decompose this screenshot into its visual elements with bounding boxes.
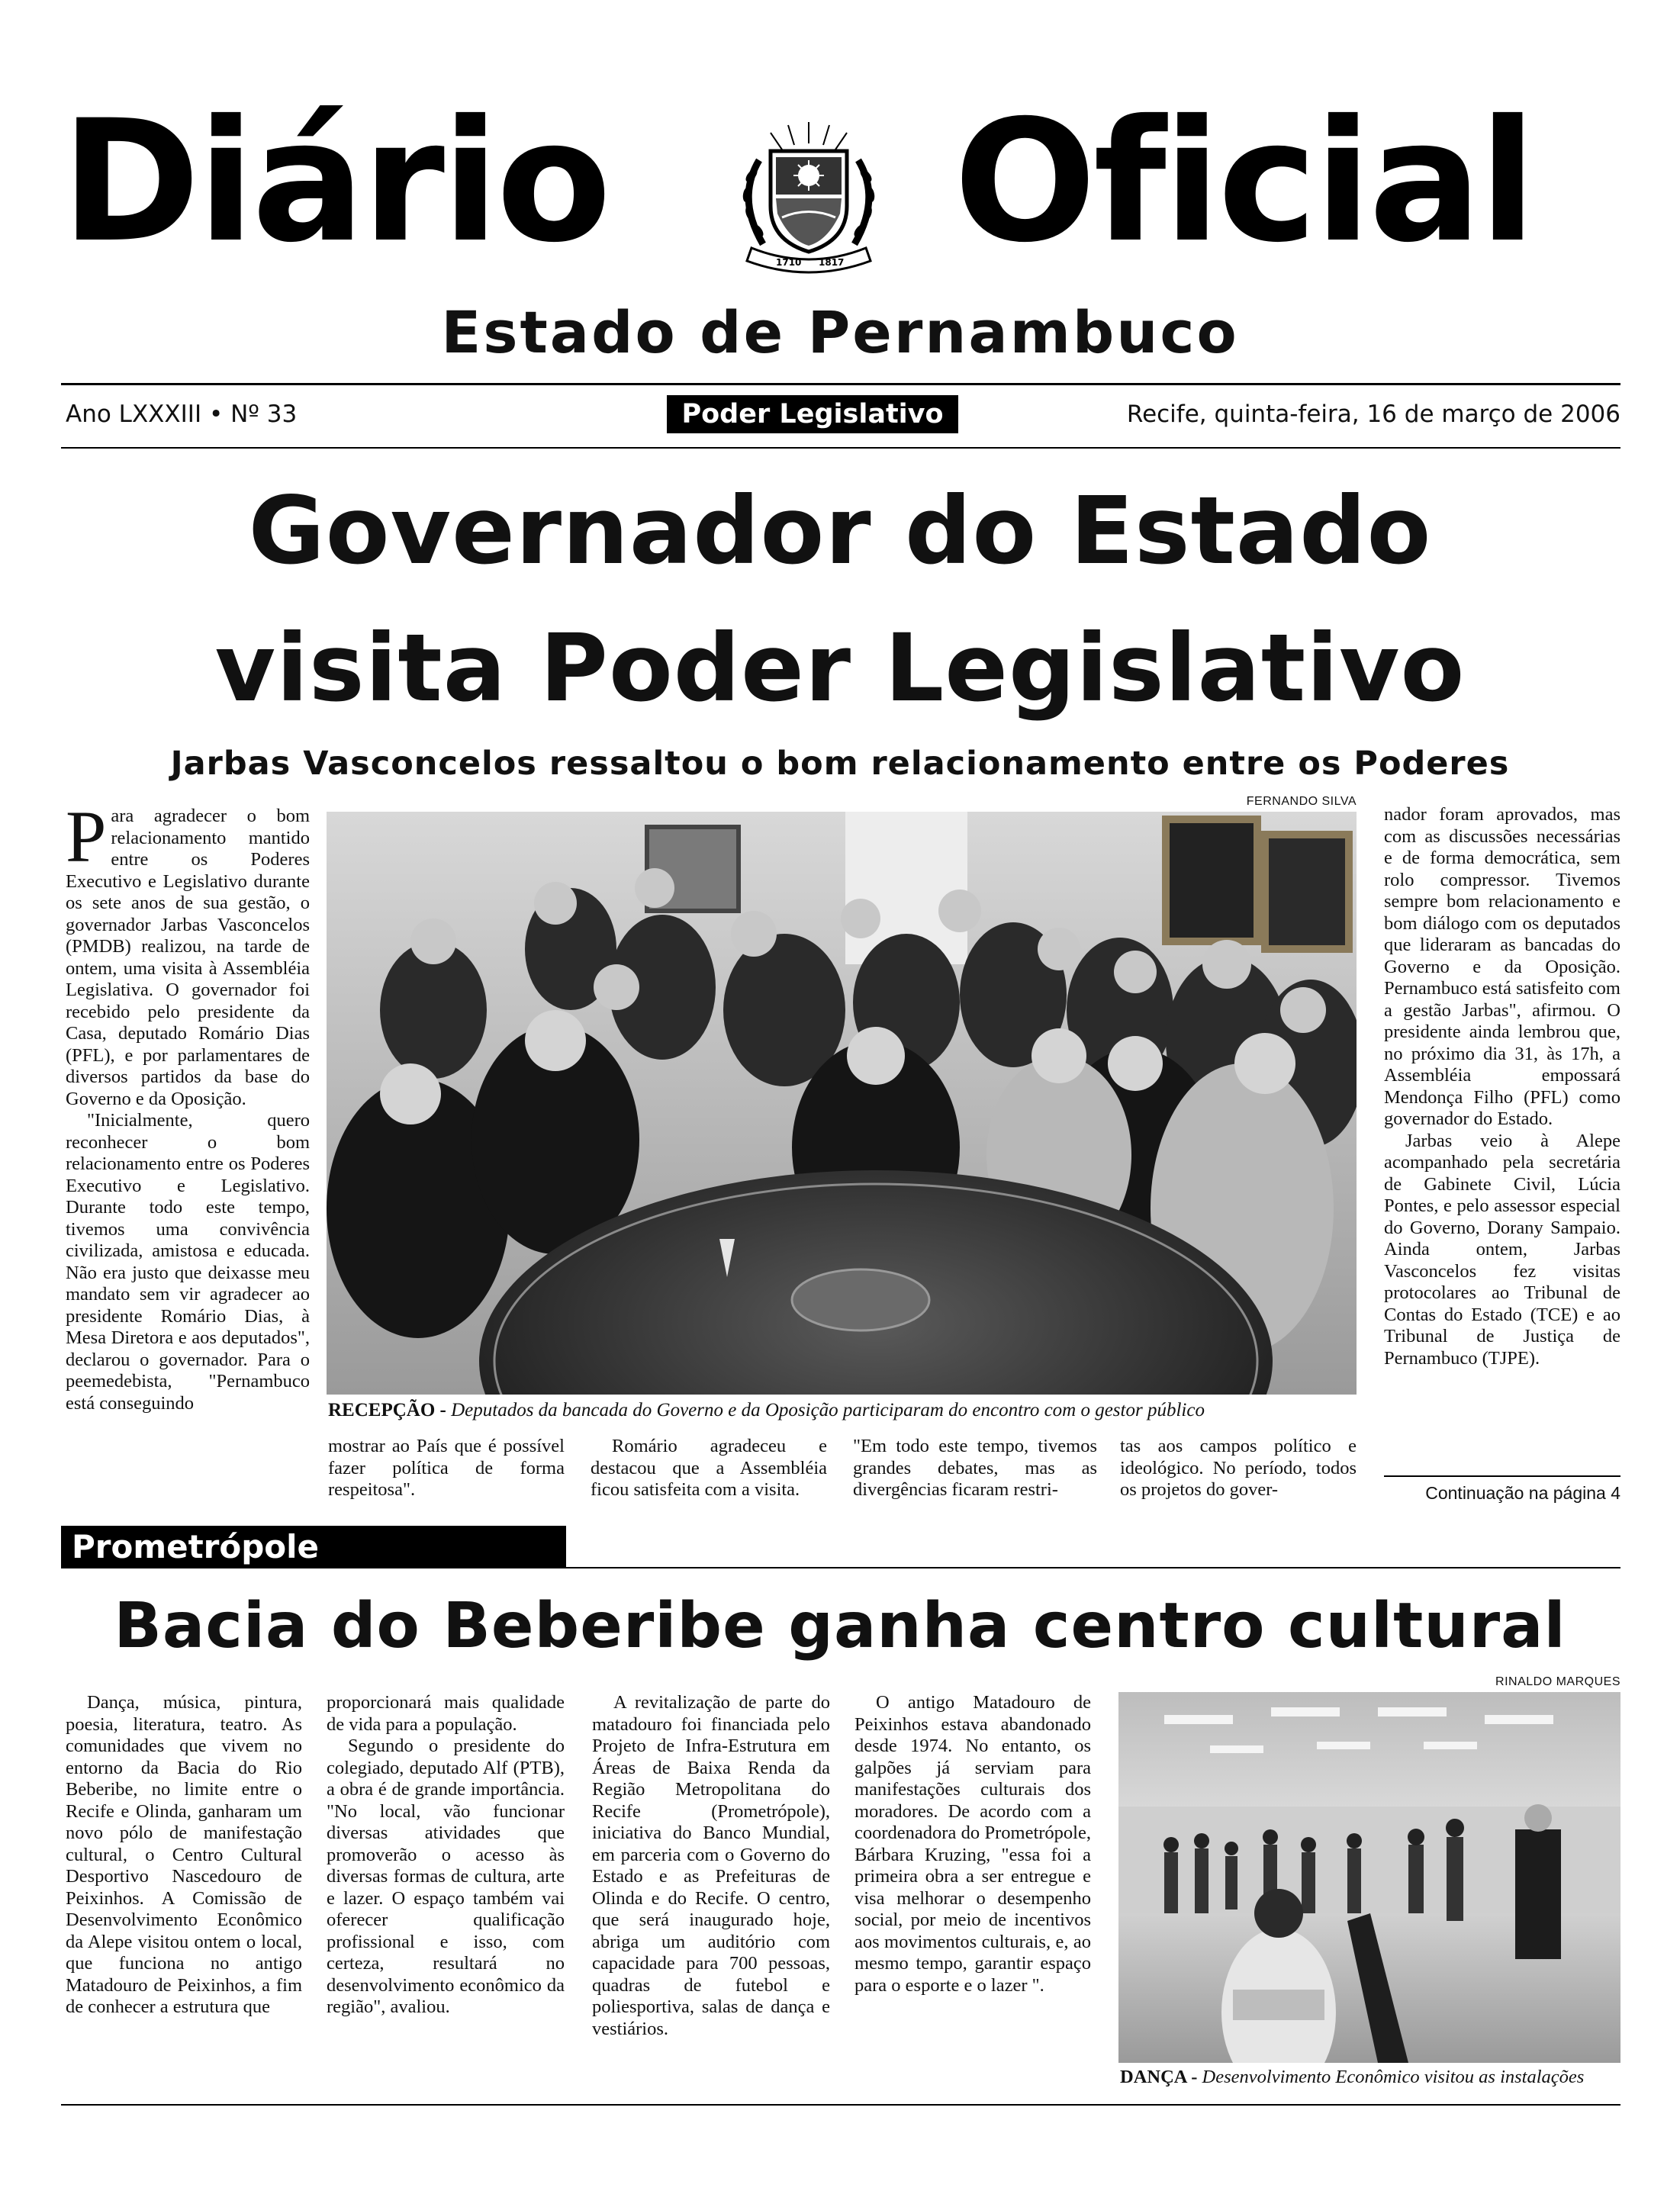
main-col-right [1384, 804, 1620, 1369]
main-headline [0, 462, 1680, 737]
second-caption-label: DANÇA - [1120, 2067, 1198, 2087]
meeting-photo-icon [327, 812, 1357, 1395]
masthead-subtitle: Estado de Pernambuco [441, 298, 1239, 366]
continuation-note: Continuação na página 4 [1425, 1483, 1620, 1503]
second-col-3 [592, 1692, 830, 2040]
second-col-1 [66, 1692, 302, 2019]
issue-date: Recife, quinta-feira, 16 de março de 2006 [1126, 401, 1620, 428]
main-headline-line1: Governador do Estado [248, 477, 1432, 585]
second-caption-text: Desenvolvimento Econômico visitou as instalações [1202, 2067, 1585, 2087]
second-photo [1118, 1692, 1620, 2063]
main-col-right-p2: Jarbas veio à Alepe acompanhado pela secretária de Gabinete Civil, Lúcia Pontes, e pelo assessor especial do Governo, Dorany Sampaio. Ainda ontem, Jarbas Vasconcelos fez visitas protocolares ao Tribunal de Contas do Estado (TCE) e ao Tribunal de Justiça de Pernambuco (TJPE). [1384, 1130, 1620, 1369]
second-col-2-p2: Segundo o presidente do colegiado, deputado Alf (PTB), a obra é de grande importância. "No local, vão funcionar diversas atividades que promoverão o acesso às diversas formas de cultura, arte e lazer. O espaço também vai oferecer qualificação profissional e isso, com certeza, resultará no desenvolvimento econômico da região", avaliou. [327, 1736, 565, 2017]
main-col-d: tas aos campos político e ideológico. No período, todos os projetos do gover- [1120, 1436, 1357, 1500]
section-label-poder-legislativo: Poder Legislativo [667, 395, 958, 433]
second-col-1-p: Dança, música, pintura, poesia, literatura, teatro. As comunidades que vivem no entorno da Bacia do Rio Beberibe, no limite entre o Recife e Olinda, ganharam um novo pólo de manifestação cultural, o Centro Cultural Desportivo Nascedouro de Peixinhos. A Comissão de Desenvolvimento Econômico da Alepe visitou ontem o local, que funciona no antigo Matadouro de Peixinhos, a fim de conhecer a estrutura que [66, 1692, 302, 2017]
main-col-a: mostrar ao País que é possível fazer política de forma respeitosa". [328, 1436, 565, 1500]
main-col-left [66, 796, 310, 1414]
main-photo-caption [328, 1399, 1366, 1422]
second-photo-credit: RINALDO MARQUES [1495, 1675, 1620, 1688]
second-col-4-p: O antigo Matadouro de Peixinhos estava abandonado desde 1974. No entanto, os galpões já serviam para manifestações culturais dos moradores. De acordo com a coordenadora do Prometrópole, Bárbara Kruzing, "essa foi a primeira obra a ser entregue e visa melhorar o desempenho social, por meio de incentivos aos movimentos culturais, e, ao mesmo tempo, garantir espaço para o esporte e o lazer ". [854, 1692, 1091, 1996]
main-headline-line2: visita Poder Legislativo [214, 614, 1466, 722]
second-col-2 [327, 1692, 565, 2019]
crest-year-left: 1710 [776, 257, 802, 268]
main-col-right-p1: nador foram aprovados, mas com as discussões necessárias e de forma democrática, sem rolo compressor. Tivemos sempre bom relacionamento e bom diálogo com os deputados que lideraram as bancadas do Governo e da Oposição. Pernambuco está satisfeito com a gestão Jarbas", afirmou. O presidente ainda lembrou que, no próximo dia 31, às 17h, a Assembléia empossará Mendonça Filho (PFL) como governador do Estado. [1384, 804, 1620, 1129]
edition-info: Ano LXXXIII • Nº 33 [66, 401, 298, 428]
section-rule [566, 1567, 1620, 1568]
bottom-rule [61, 2104, 1620, 2106]
section-label-prometropole: Prometrópole [61, 1526, 566, 1568]
masthead-title-left: Diário [61, 84, 609, 279]
main-col-b [591, 1436, 827, 1501]
crest-year-right: 1817 [819, 257, 845, 268]
main-photo [327, 812, 1357, 1395]
main-deck: Jarbas Vasconcelos ressaltou o bom relacionamento entre os Poderes [170, 745, 1510, 783]
masthead-rule-top [61, 383, 1620, 385]
second-photo-caption [1120, 2066, 1624, 2089]
crest [729, 114, 889, 275]
masthead-title-right: Oficial [954, 84, 1534, 279]
main-caption-text: Deputados da bancada do Governo e da Oposição participaram do encontro com o gestor público [451, 1400, 1205, 1420]
masthead-rule-bottom [61, 447, 1620, 449]
second-col-4 [854, 1692, 1091, 1996]
second-col-2-p1: proporcionará mais qualidade de vida para a população. [327, 1692, 565, 1735]
main-col-b-p: Romário agradeceu e destacou que a Assembléia ficou satisfeita com a visita. [591, 1436, 827, 1500]
drop-cap: P [66, 796, 107, 877]
pernambuco-coat-of-arms-icon [729, 114, 889, 275]
main-col-c: "Em todo este tempo, tivemos grandes debates, mas as divergências ficaram restri- [853, 1436, 1097, 1500]
second-headline: Bacia do Beberibe ganha centro cultural [114, 1590, 1566, 1662]
second-col-3-p: A revitalização de parte do matadouro foi financiada pelo Projeto de Infra-Estrutura em Áreas de Baixa Renda da Região Metropolitana do Recife (Prometrópole), iniciativa do Banco Mundial, em parceria com o Governo do Estado e as Prefeituras de Olinda e do Recife. O centro, que será inaugurado hoje, abriga um auditório com capacidade para 700 pessoas, quadras de futebol e poliesportiva, salas de dança e vestiários. [592, 1692, 830, 2039]
dance-class-photo-icon [1118, 1692, 1620, 2063]
main-photo-credit: FERNANDO SILVA [1246, 795, 1357, 808]
main-col-left-p2: "Inicialmente, quero reconhecer o bom relacionamento entre os Poderes Executivo e Legislativo. Durante todo este tempo, tivemos uma convivência civilizada, amistosa e educada. Não era justo que deixasse meu mandato sem vir agradecer ao presidente Romário Dias, à Mesa Diretora e aos deputados", declarou o governador. Para o peemedebista, "Pernambuco está conseguindo [66, 1110, 310, 1414]
main-caption-label: RECEPÇÃO - [328, 1400, 446, 1420]
main-col-left-p1: ara agradecer o bom relacionamento mantido entre os Poderes Executivo e Legislativo durante os sete anos de sua gestão, o governador Jarbas Vasconcelos (PMDB) realizou, na tarde de ontem, uma visita à Assembléia Legislativa. O governador foi recebido pelo presidente da Casa, deputado Romário Dias (PFL), e por parlamentares de diversos partidos da base do Governo e da Oposição. [66, 806, 310, 1109]
continuation-rule [1384, 1475, 1620, 1477]
